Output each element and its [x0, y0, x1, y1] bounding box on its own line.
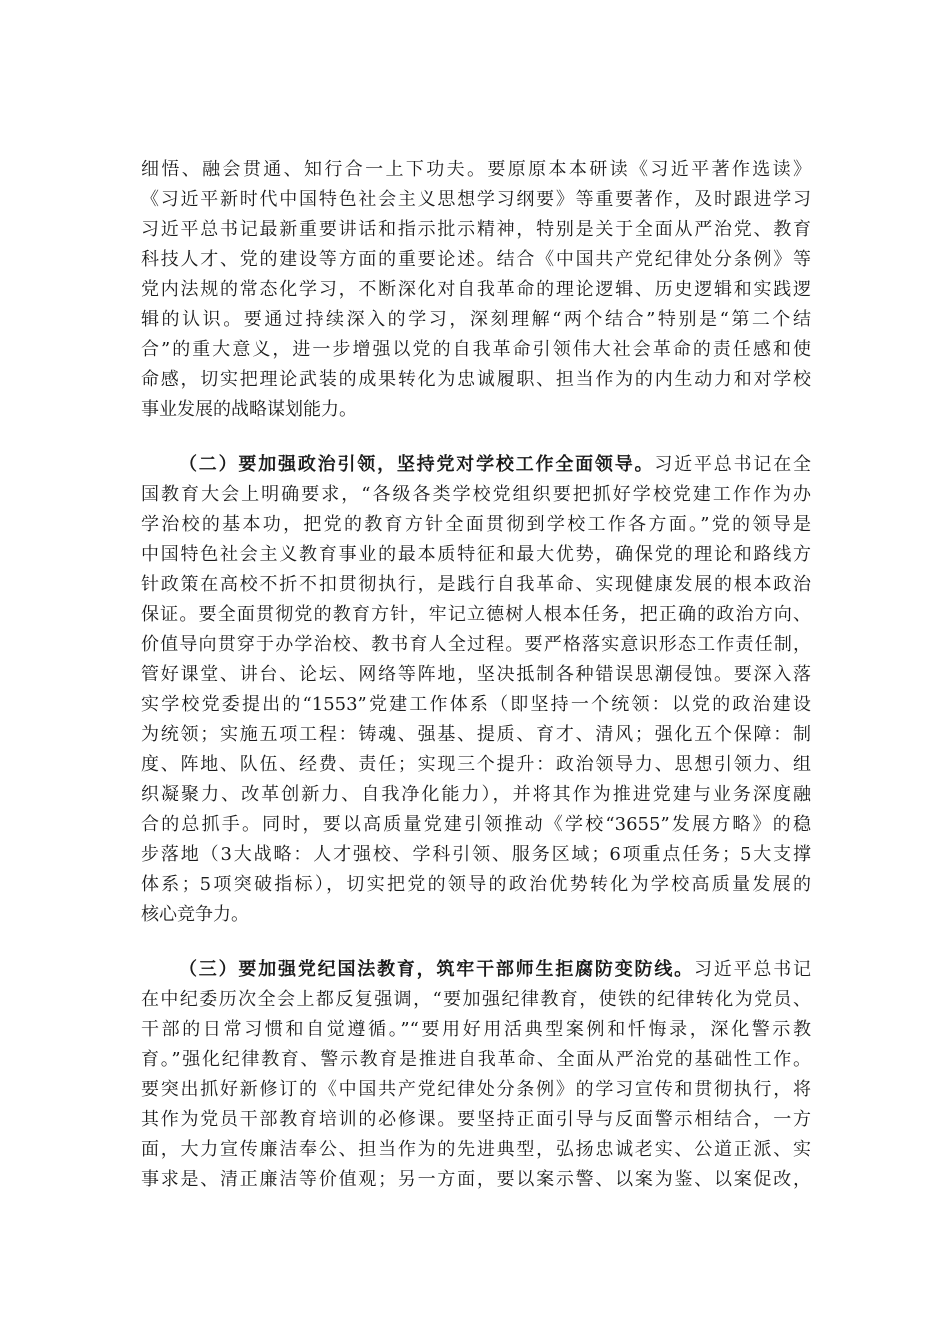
- text-line: 度、阵地、队伍、经费、责任；实现三个提升：政治领导力、思想引领力、组: [141, 754, 811, 775]
- text-line: 为统领；实施五项工程：铸魂、强基、提质、育才、清风；强化五个保障：制: [141, 724, 811, 745]
- text-line: [141, 450, 811, 480]
- text-line: 国教育大会上明确要求，“各级各类学校党组织要把抓好学校党建工作作为办: [141, 484, 811, 505]
- paragraph-spacer: [141, 425, 811, 450]
- text-line: 价值导向贯穿于办学治校、教书育人全过程。要严格落实意识形态工作责任制，: [141, 634, 811, 655]
- text-line: 要突出抓好新修订的《中国共产党纪律处分条例》的学习宣传和贯彻执行，将: [141, 1079, 811, 1100]
- text-line: 事业发展的战略谋划能力。: [141, 399, 357, 420]
- paragraph-theory-study: [141, 155, 811, 425]
- text-line: 核心竞争力。: [141, 904, 249, 925]
- text-line: 步落地（3大战略：人才强校、学科引领、服务区域；6项重点任务；5大支撑: [141, 844, 811, 865]
- document-body: [141, 155, 811, 1195]
- text-line: 习近平总书记最新重要讲话和指示批示精神，特别是关于全面从严治党、教育: [141, 219, 811, 240]
- text-line: 合的总抓手。同时，要以高质量党建引领推动《学校“3655”发展方略》的稳: [141, 814, 811, 835]
- paragraph-discipline-education: [141, 955, 811, 1195]
- text-line: 细悟、融会贯通、知行合一上下功夫。要原原本本研读《习近平著作选读》: [141, 159, 811, 180]
- text-line: [141, 955, 811, 985]
- heading-continuation: 习近平总书记: [693, 959, 812, 980]
- text-line: 织凝聚力、改革创新力、自我净化能力），并将其作为推进党建与业务深度融: [141, 784, 811, 805]
- section-heading: （三）要加强党纪国法教育，筑牢干部师生拒腐防变防线。: [179, 959, 694, 980]
- text-line: 体系；5项突破指标），切实把党的领导的政治优势转化为学校高质量发展的: [141, 874, 811, 895]
- text-line: 事求是、清正廉洁等价值观；另一方面，要以案示警、以案为鉴、以案促改，: [141, 1169, 811, 1190]
- text-line: 其作为党员干部教育培训的必修课。要坚持正面引导与反面警示相结合，一方: [141, 1109, 811, 1130]
- text-line: 命感，切实把理论武装的成果转化为忠诚履职、担当作为的内生动力和对学校: [141, 369, 811, 390]
- paragraph-spacer: [141, 930, 811, 955]
- text-line: 针政策在高校不折不扣贯彻执行，是践行自我革命、实现健康发展的根本政治: [141, 574, 811, 595]
- text-line: 干部的日常习惯和自觉遵循。”“要用好用活典型案例和忏悔录，深化警示教: [141, 1019, 811, 1040]
- text-line: 党内法规的常态化学习，不断深化对自我革命的理论逻辑、历史逻辑和实践逻: [141, 279, 811, 300]
- text-line: 《习近平新时代中国特色社会主义思想学习纲要》等重要著作，及时跟进学习: [141, 189, 811, 210]
- paragraph-political-leadership: [141, 450, 811, 930]
- text-line: 科技人才、党的建设等方面的重要论述。结合《中国共产党纪律处分条例》等: [141, 249, 811, 270]
- heading-continuation: 习近平总书记在全: [654, 454, 812, 475]
- text-line: 育。”强化纪律教育、警示教育是推进自我革命、全面从严治党的基础性工作。: [141, 1049, 811, 1070]
- text-line: 保证。要全面贯彻党的教育方针，牢记立德树人根本任务，把正确的政治方向、: [141, 604, 811, 625]
- text-line: 在中纪委历次全会上都反复强调，“要加强纪律教育，使铁的纪律转化为党员、: [141, 989, 811, 1010]
- text-line: 面，大力宣传廉洁奉公、担当作为的先进典型，弘扬忠诚老实、公道正派、实: [141, 1139, 811, 1160]
- text-line: 学治校的基本功，把党的教育方针全面贯彻到学校工作各方面。”党的领导是: [141, 514, 811, 535]
- text-line: 辑的认识。要通过持续深入的学习，深刻理解“两个结合”特别是“第二个结: [141, 309, 811, 330]
- text-line: 中国特色社会主义教育事业的最本质特征和最大优势，确保党的理论和路线方: [141, 544, 811, 565]
- text-line: 管好课堂、讲台、论坛、网络等阵地，坚决抵制各种错误思潮侵蚀。要深入落: [141, 664, 811, 685]
- text-line: 实学校党委提出的“1553”党建工作体系（即坚持一个统领：以党的政治建设: [141, 694, 811, 715]
- section-heading: （二）要加强政治引领，坚持党对学校工作全面领导。: [179, 454, 655, 475]
- text-line: 合”的重大意义，进一步增强以党的自我革命引领伟大社会革命的责任感和使: [141, 339, 811, 360]
